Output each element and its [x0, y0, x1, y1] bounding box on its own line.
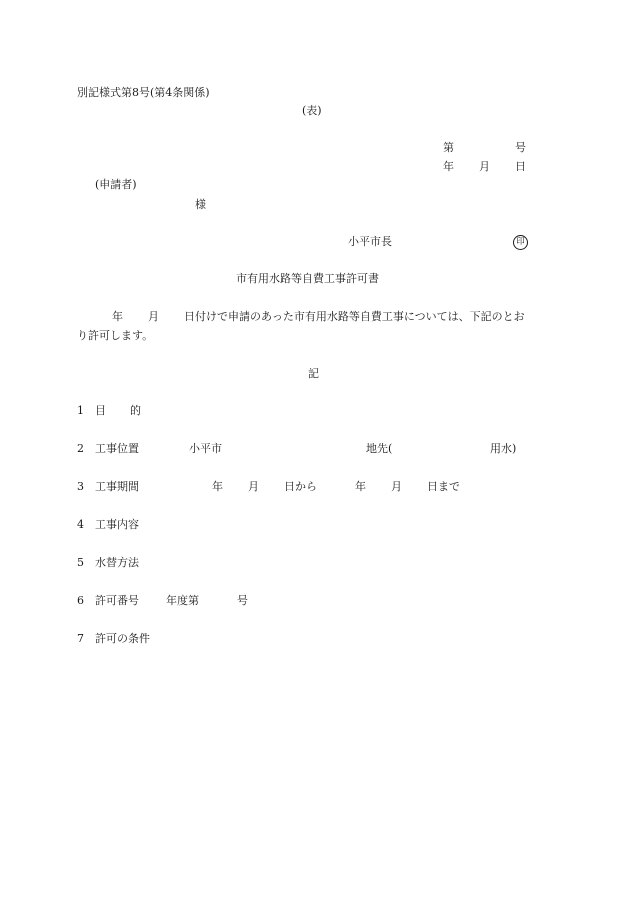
- item-5-number: 5: [77, 556, 84, 569]
- item-3-start-year: 年: [212, 480, 223, 493]
- item-7-number: 7: [77, 632, 84, 645]
- date-month: 月: [479, 160, 490, 173]
- body-text-line2: り許可します。: [77, 329, 154, 342]
- document-title: 市有用水路等自費工事許可書: [236, 272, 379, 285]
- doc-number-dai: 第: [443, 141, 454, 154]
- front-mark: (表): [302, 104, 322, 117]
- doc-number-go: 号: [515, 141, 526, 154]
- item-4-label: 工事内容: [95, 518, 139, 531]
- item-3-label: 工事期間: [95, 480, 139, 493]
- ki-heading: 記: [308, 367, 319, 380]
- form-number: 別記様式第8号(第4条関係): [77, 86, 210, 99]
- item-3-end-month: 月: [391, 480, 402, 493]
- date-day: 日: [515, 160, 526, 173]
- item-5-label: 水替方法: [95, 556, 139, 569]
- item-3-start-month: 月: [248, 480, 259, 493]
- item-6-go: 号: [237, 594, 248, 607]
- applicant-sama: 様: [195, 198, 206, 211]
- item-2-yosui: 用水): [490, 442, 517, 455]
- item-2-number: 2: [77, 442, 84, 455]
- item-1-label-a: 目: [95, 404, 106, 417]
- item-6-nendo: 年度第: [166, 594, 199, 607]
- official-seal: [513, 234, 528, 250]
- seal-icon: 印: [513, 235, 528, 250]
- item-7-label: 許可の条件: [95, 632, 150, 645]
- issuer-name: 小平市長: [348, 235, 392, 248]
- body-year: 年: [112, 310, 123, 323]
- date-year: 年: [443, 160, 454, 173]
- item-4-number: 4: [77, 518, 84, 531]
- item-2-chisaki: 地先(: [366, 442, 393, 455]
- item-6-label: 許可番号: [95, 594, 139, 607]
- item-2-label: 工事位置: [95, 442, 139, 455]
- item-3-end-year: 年: [355, 480, 366, 493]
- body-month: 月: [148, 310, 159, 323]
- item-3-end-day: 日まで: [427, 480, 460, 493]
- item-3-start-day: 日から: [284, 480, 317, 493]
- item-1-number: 1: [77, 404, 84, 417]
- item-2-city: 小平市: [189, 442, 222, 455]
- item-6-number: 6: [77, 594, 84, 607]
- body-text-line1: 日付けで申請のあった市有用水路等自費工事については、下記のとお: [184, 310, 525, 323]
- item-1-label-b: 的: [130, 404, 141, 417]
- applicant-label: (申請者): [95, 178, 137, 191]
- item-3-number: 3: [77, 480, 84, 493]
